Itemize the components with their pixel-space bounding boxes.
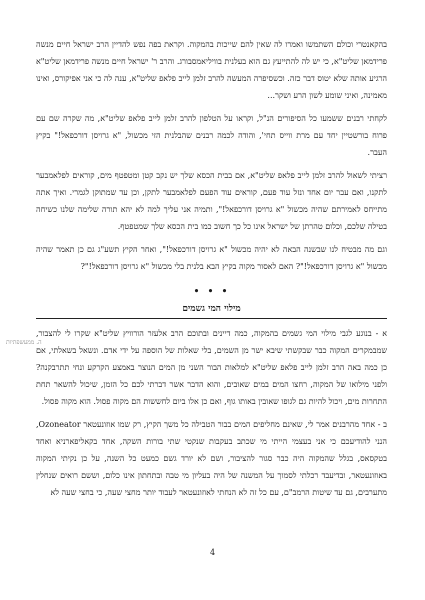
section-title: מילוי המי גשמים xyxy=(182,304,241,314)
margin-note: ה. ממעשפתיות xyxy=(6,339,42,346)
title-underline xyxy=(36,318,387,319)
paragraph-2: לקחתי רבנים ששמעו כל הסיפורים הנ"ל, וקראו על הטלפון להרב זלמן לייב פלאפ שליט"א, מה שקרה שם עם פרוח בורשטיין יחד עם מרת ווייס תחי', והודה לכמה רבנים שהבלנית הזי מכשול, "א גרויסן דורכפאל!" בקיץ העבר. xyxy=(36,114,387,157)
paragraph-4: וגם מה מבטיח לנו שבשנה הבאה לא יהיה מכשול "א גרויסן דורכפאל!", ואחר הקיץ תשע"ג גם כן תאמר שהיה מכשול "א גרויסן דורכפאל!"? האם לאסור מקוה בקיץ הבא בלנית בלי מכשול "א גרויסן דורכפאל!"? xyxy=(36,245,387,271)
section-separator: • • • xyxy=(193,285,230,298)
paragraph-3: רציתי לשאול להרב זלמן לייב פלאפ שליט"א, אם בבית הכסא שלך יש נקב קטן ומטפטף מים, קוראים לפלאמבער לתקנו, ואם עבר יום אחד ונזל עוד פעם, קוראים עוד הפעם לפלאמבער לתקן, וכן עד שמתוקן לגמרי. ואיך אתה מתייחס לאמירתם שהיה מכשול "א גרויסן דורכפאל!", ותמיה אני עליך למה לא יהא תורה שלימה שלנו כשיחה בטילה שלכם, וכלום טהרתן של ישראל אינו כל כך חשוב כמו בית הכסא שלך שמטפטף. xyxy=(36,171,387,231)
page-content xyxy=(36,36,387,507)
page-number: 4 xyxy=(209,548,216,557)
paragraph-6: ב - אחד מהרבנים אמר לי, שאינם מחליפים המים בבור הטבילה כל משך הקיץ, רק שמו אוזונעטאר Ozoneator, הנני להודיעכם כי אני בעצמי הייתי מי שכתב בעקבות שנקטי שתי בורות השקה, אחד בקאליפארניא ואחד בטקסאס, בגלל שהמקוה היה כבר סגור להציבור, ושם לא יורד גשם כמעט כל השנה, על כן נקיתי המקוה באוזונעטאר, ובדיעבד רכלתי לסמוך על המשנה של היה בעליון מי טבה ובתחתון אינו כלום, וששם רואים שנחלין מתערבים, גם עד שיטות הרמב"ם, עם כל זה לא הנחתי לאוזונעטאר לעבוד יותר מחצי שעה, כי בחצי שעה לא xyxy=(36,420,387,497)
paragraph-1: בהקאנטרי וכולם השתמשו ואמרו לה שאין להם שייכות בהמקוה. וקראת בפה נפש להדיין הרב ישראל חיים מנשה פרידמאן שליט"א, כי יש לה להתייעץ גם הוא בעלנית בוויליאמסבורג. והרב ר' ישראל חיים מנשה פרידמאן שליט"א הרגיע אותה שלא יטוס דבר כזה. וכשסיפרה המעשה להרב זלמן לייב פלאפ שליט"א, ענה לה כי אני אפיקורס, ואינו מאמינה, ואיני שומע לשון הרע ושקר... xyxy=(36,40,387,100)
paragraph-5: א - בנוגע לגבי מילוי המי גשמים בהמקוה, כמה דיינים ובתוכם הרב אלעזר הורוויץ שליט"א שקרו לי להצבור, שמבמקרים המקוה כבר שבקשתי שיבא ישר מן השמים, בלי שאלות של הוספה על ידי אדם. ונשאל בשאלתי, אם כן כמה באה הרב זלמן לייב פלאפ שליט"א למלאות הבור השני מן המים הנוצר באמצע הקרקע ונחי תתרבקנה? ולפני מילואו של המקוה, רחצו המים במים שאובים, והוא הדבר אשר דברתי לכם כל הזמן, שיכול להשאר תחת התחרות מים, ויכול להיות גם לגופו שאובין באותו גוף, ואם כן אלו ביום לחששות הם מקוה פסול. הוא מקוה פסול. xyxy=(36,329,387,406)
